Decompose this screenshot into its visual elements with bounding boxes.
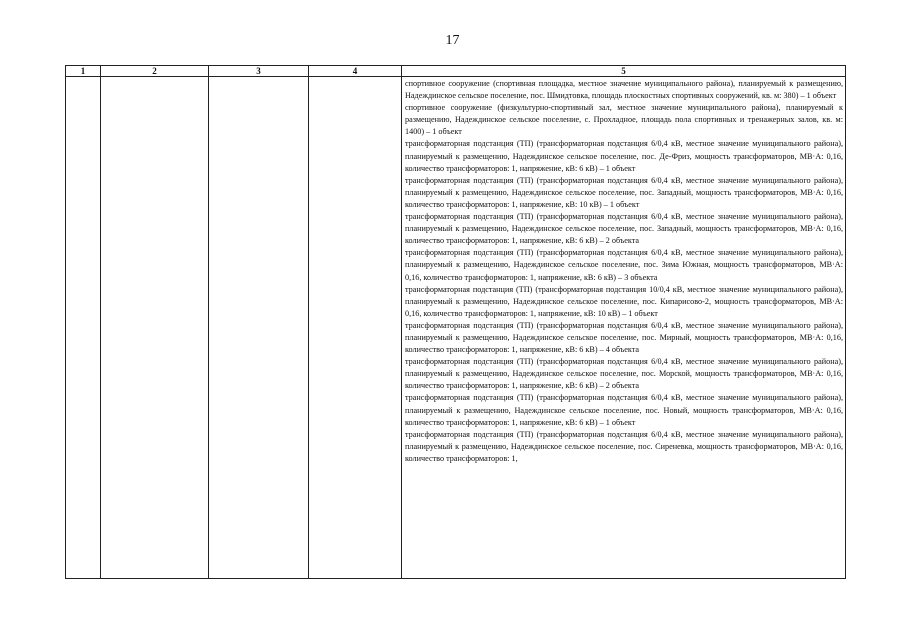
page-number: 17 — [445, 33, 460, 48]
list-item: трансформаторная подстанция (ТП) (трансформаторная подстанция 6/0,4 кВ, местное значение муниципального района), планируемый к размещению, Надеждинское сельское поселение, пос. Де-Фриз, мощность трансформаторов, МВ·А: 0,16, количество трансформаторов: 1, напряжение, кВ: 6 кВ) – 1 объект — [405, 139, 843, 173]
list-item: трансформаторная подстанция (ТП) (трансформаторная подстанция 6/0,4 кВ, местное значение муниципального района), планируемый к размещению, Надеждинское сельское поселение, пос. Морской, мощность трансформаторов, МВ·А: 0,16, количество трансформаторов: 1, напряжение, кВ: 6 кВ) – 2 объекта — [405, 357, 843, 391]
list-item: трансформаторная подстанция (ТП) (трансформаторная подстанция 6/0,4 кВ, местное значение муниципального района), планируемый к размещению, Надеждинское сельское поселение, пос. Сиреневка, мощность трансформаторов, МВ·А: 0,16, количество трансформаторов: 1, — [405, 429, 843, 463]
cell-column-4 — [309, 77, 402, 579]
column-header-3: 3 — [209, 66, 309, 77]
list-item: трансформаторная подстанция (ТП) (трансформаторная подстанция 6/0,4 кВ, местное значение муниципального района), планируемый к размещению, Надеждинское сельское поселение, пос. Западный, мощность трансформаторов, МВ·А: 0,16, количество трансформаторов: 1, напряжение, кВ: 10 кВ) – 1 объект — [405, 175, 843, 209]
column-header-1: 1 — [66, 66, 101, 77]
entries-list — [402, 77, 845, 578]
list-item: трансформаторная подстанция (ТП) (трансформаторная подстанция 6/0,4 кВ, местное значение муниципального района), планируемый к размещению, Надеждинское сельское поселение, пос. Западный, мощность трансформаторов, МВ·А: 0,16, количество трансформаторов: 1, напряжение, кВ: 6 кВ) – 2 объекта — [405, 212, 843, 246]
header-row — [66, 66, 846, 77]
table-row — [66, 77, 846, 579]
cell-column-5 — [402, 77, 846, 579]
list-item: трансформаторная подстанция (ТП) (трансформаторная подстанция 6/0,4 кВ, местное значение муниципального района), планируемый к размещению, Надеждинское сельское поселение, пос. Новый, мощность трансформаторов, МВ·А: 0,16, количество трансформаторов: 1, напряжение, кВ: 6 кВ) – 1 объект — [405, 393, 843, 427]
list-item: спортивное сооружение (спортивная площадка, местное значение муниципального района), планируемый к размещению, Надеждинское сельское поселение, пос. Шмидтовка, площадь плоскостных спортивных сооружений, кв. м: 380) – 1 объект — [405, 79, 843, 101]
list-item: трансформаторная подстанция (ТП) (трансформаторная подстанция 6/0,4 кВ, местное значение муниципального района), планируемый к размещению, Надеждинское сельское поселение, пос. Зима Южная, мощность трансформаторов, МВ·А: 0,16, количество трансформаторов: 1, напряжение, кВ: 6 кВ) – 3 объекта — [405, 248, 843, 282]
list-item: спортивное сооружение (физкультурно-спортивный зал, местное значение муниципального района), планируемый к размещению, Надеждинское сельское поселение, с. Прохладное, площадь пола спортивных и тренажерных залов, кв. м: 1400) – 1 объект — [405, 103, 843, 137]
cell-column-3 — [209, 77, 309, 579]
column-header-5: 5 — [402, 66, 846, 77]
column-header-2: 2 — [101, 66, 209, 77]
cell-column-2 — [101, 77, 209, 579]
cell-column-1 — [66, 77, 101, 579]
list-item: трансформаторная подстанция (ТП) (трансформаторная подстанция 10/0,4 кВ, местное значение муниципального района), планируемый к размещению, Надеждинское сельское поселение, пос. Кипарисово-2, мощность трансформаторов, МВ·А: 0,16, количество трансформаторов: 1, напряжение, кВ: 10 кВ) – 1 объект — [405, 284, 843, 318]
list-item: трансформаторная подстанция (ТП) (трансформаторная подстанция 6/0,4 кВ, местное значение муниципального района), планируемый к размещению, Надеждинское сельское поселение, пос. Мирный, мощность трансформаторов, МВ·А: 0,16, количество трансформаторов: 1, напряжение, кВ: 6 кВ) – 4 объекта — [405, 320, 843, 355]
column-header-4: 4 — [309, 66, 402, 77]
document-table — [65, 65, 846, 579]
